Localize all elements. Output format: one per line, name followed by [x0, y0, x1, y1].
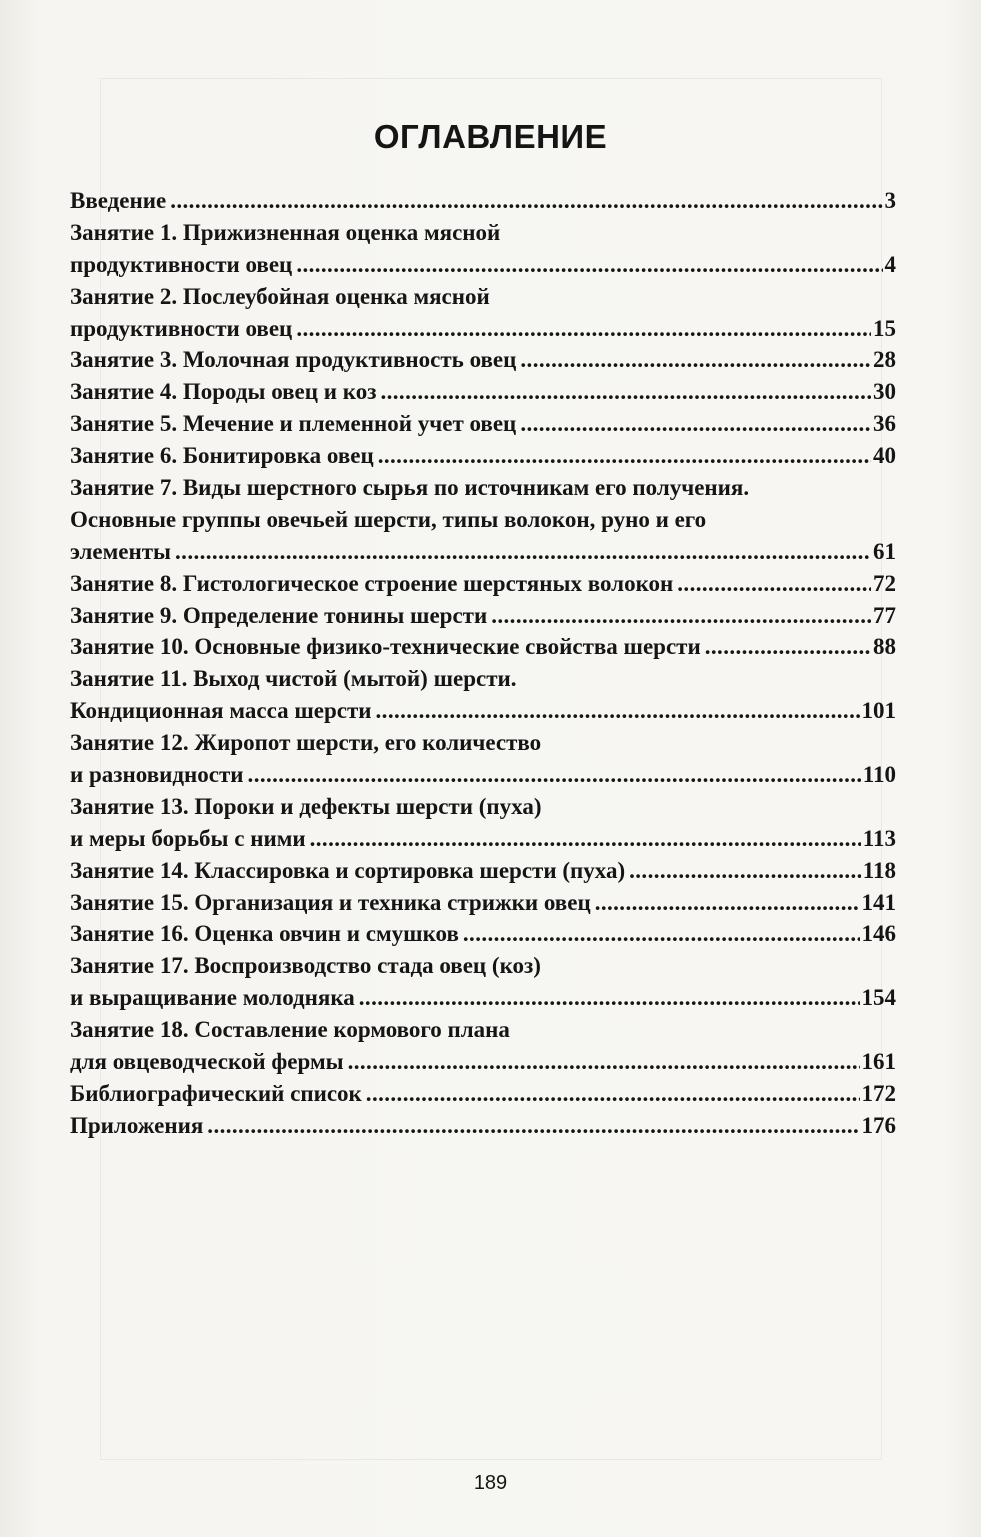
toc-entry	[70, 1078, 896, 1110]
toc-entry-title: Занятие 10. Основные физико-технические свойства шерсти	[70, 634, 701, 660]
toc-page-number: 110	[862, 762, 896, 788]
toc-entry	[70, 568, 896, 600]
toc-entry-title: Занятие 13. Пороки и дефекты шерсти (пуха)	[70, 793, 542, 819]
dot-leader	[296, 249, 882, 281]
toc-entry	[70, 982, 896, 1014]
toc-entry-title: Занятие 14. Классировка и сортировка шерсти (пуха)	[70, 857, 626, 883]
dot-leader	[348, 1046, 860, 1078]
table-of-contents	[70, 185, 896, 1142]
toc-entry-continued	[70, 472, 896, 504]
dot-leader	[378, 440, 871, 472]
toc-page-number: 40	[873, 443, 896, 469]
toc-entry-continued	[70, 504, 896, 536]
toc-entry-title: элементы	[70, 538, 172, 564]
toc-entry	[70, 440, 896, 472]
toc-entry-title: Занятие 12. Жиропот шерсти, его количество	[70, 730, 542, 756]
toc-entry	[70, 376, 896, 408]
dot-leader	[595, 887, 860, 919]
toc-page-number: 146	[861, 921, 896, 947]
toc-page-number: 15	[873, 315, 896, 341]
toc-entry-title: Введение	[70, 188, 167, 213]
toc-entry	[70, 600, 896, 632]
dot-leader	[705, 631, 871, 663]
dot-leader	[376, 695, 860, 727]
toc-page-number: 28	[873, 347, 896, 373]
toc-entry-title: Занятие 16. Оценка овчин и смушков	[70, 921, 459, 947]
toc-page-number: 141	[861, 889, 896, 915]
toc-entry-continued	[70, 663, 896, 695]
toc-entry-title: Занятие 9. Определение тонины шерсти	[70, 602, 488, 628]
dot-leader	[520, 344, 871, 376]
dot-leader	[296, 313, 871, 345]
toc-entry-continued	[70, 950, 896, 982]
toc-page-number: 101	[861, 698, 896, 724]
toc-page-number: 77	[873, 602, 896, 628]
toc-entry-title: Занятие 8. Гистологическое строение шерстяных волокон	[70, 570, 674, 596]
toc-entry	[70, 536, 896, 568]
toc-entry-title: продуктивности овец	[70, 315, 293, 341]
toc-page-number: 4	[884, 251, 896, 277]
toc-entry-continued	[70, 1014, 896, 1046]
toc-entry	[70, 855, 896, 887]
toc-entry-title: Занятие 17. Воспроизводство стада овец (коз)	[70, 953, 541, 979]
toc-entry-title: Приложения	[70, 1112, 204, 1138]
toc-page-number: 3	[884, 188, 896, 213]
page-title: ОГЛАВЛЕНИЕ	[373, 118, 608, 155]
toc-entry	[70, 823, 896, 855]
toc-page-number: 36	[873, 411, 896, 437]
toc-entry-title: Занятие 2. Послеубойная оценка мясной	[70, 283, 490, 309]
toc-entry-title: Занятие 7. Виды шерстного сырья по источникам его получения.	[70, 475, 750, 501]
toc-entry-title: Занятие 5. Мечение и племенной учет овец	[70, 411, 517, 437]
page-number: 189	[473, 1472, 508, 1494]
toc-entry-continued	[70, 727, 896, 759]
toc-entry-title: для овцеводческой фермы	[70, 1049, 344, 1075]
toc-page-number: 154	[861, 985, 896, 1011]
dot-leader	[175, 536, 871, 568]
toc-entry-title: Библиографический список	[70, 1080, 362, 1106]
toc-entry	[70, 249, 896, 281]
toc-page-number: 118	[862, 857, 896, 883]
dot-leader	[463, 918, 860, 950]
toc-entry	[70, 185, 896, 217]
toc-entry-continued	[70, 791, 896, 823]
toc-page-number: 176	[861, 1112, 896, 1138]
dot-leader	[520, 408, 871, 440]
toc-entry-title: и выращивание молодняка	[70, 985, 355, 1011]
toc-page-number: 72	[873, 570, 896, 596]
toc-entry-title: и меры борьбы с ними	[70, 825, 306, 851]
toc-entry-title: Занятие 11. Выход чистой (мытой) шерсти.	[70, 666, 517, 692]
toc-page-number: 113	[862, 825, 896, 851]
toc-entry-title: Кондиционная масса шерсти	[70, 698, 372, 724]
toc-entry	[70, 631, 896, 663]
dot-leader	[491, 600, 871, 632]
toc-entry-continued	[70, 281, 896, 313]
toc-entry-title: Основные группы овечьей шерсти, типы волокон, руно и его	[70, 506, 707, 532]
dot-leader	[170, 185, 882, 217]
toc-entry-continued	[70, 217, 896, 249]
toc-entry	[70, 918, 896, 950]
dot-leader	[207, 1110, 859, 1142]
dot-leader	[629, 855, 861, 887]
toc-entry	[70, 695, 896, 727]
toc-entry-title: и разновидности	[70, 762, 244, 788]
toc-entry	[70, 344, 896, 376]
toc-page-number: 88	[873, 634, 896, 660]
toc-page-number: 30	[873, 379, 896, 405]
toc-entry-title: Занятие 6. Бонитировка овец	[70, 443, 374, 469]
dot-leader	[366, 1078, 860, 1110]
dot-leader	[380, 376, 871, 408]
dot-leader	[248, 759, 861, 791]
dot-leader	[359, 982, 860, 1014]
toc-entry-title: Занятие 4. Породы овец и коз	[70, 379, 377, 405]
toc-entry-title: Занятие 15. Организация и техника стрижки овец	[70, 889, 591, 915]
toc-page-number: 161	[861, 1049, 896, 1075]
toc-entry-title: Занятие 1. Прижизненная оценка мясной	[70, 219, 501, 245]
toc-entry-title: продуктивности овец	[70, 251, 293, 277]
toc-entry-title: Занятие 18. Составление кормового плана	[70, 1017, 510, 1043]
toc-page-number: 61	[873, 538, 896, 564]
dot-leader	[677, 568, 871, 600]
toc-entry	[70, 1046, 896, 1078]
toc-entry	[70, 887, 896, 919]
toc-page-number: 172	[861, 1080, 896, 1106]
toc-entry	[70, 408, 896, 440]
toc-entry-title: Занятие 3. Молочная продуктивность овец	[70, 347, 517, 373]
toc-entry	[70, 313, 896, 345]
dot-leader	[310, 823, 861, 855]
toc-entry	[70, 759, 896, 791]
toc-entry	[70, 1110, 896, 1142]
